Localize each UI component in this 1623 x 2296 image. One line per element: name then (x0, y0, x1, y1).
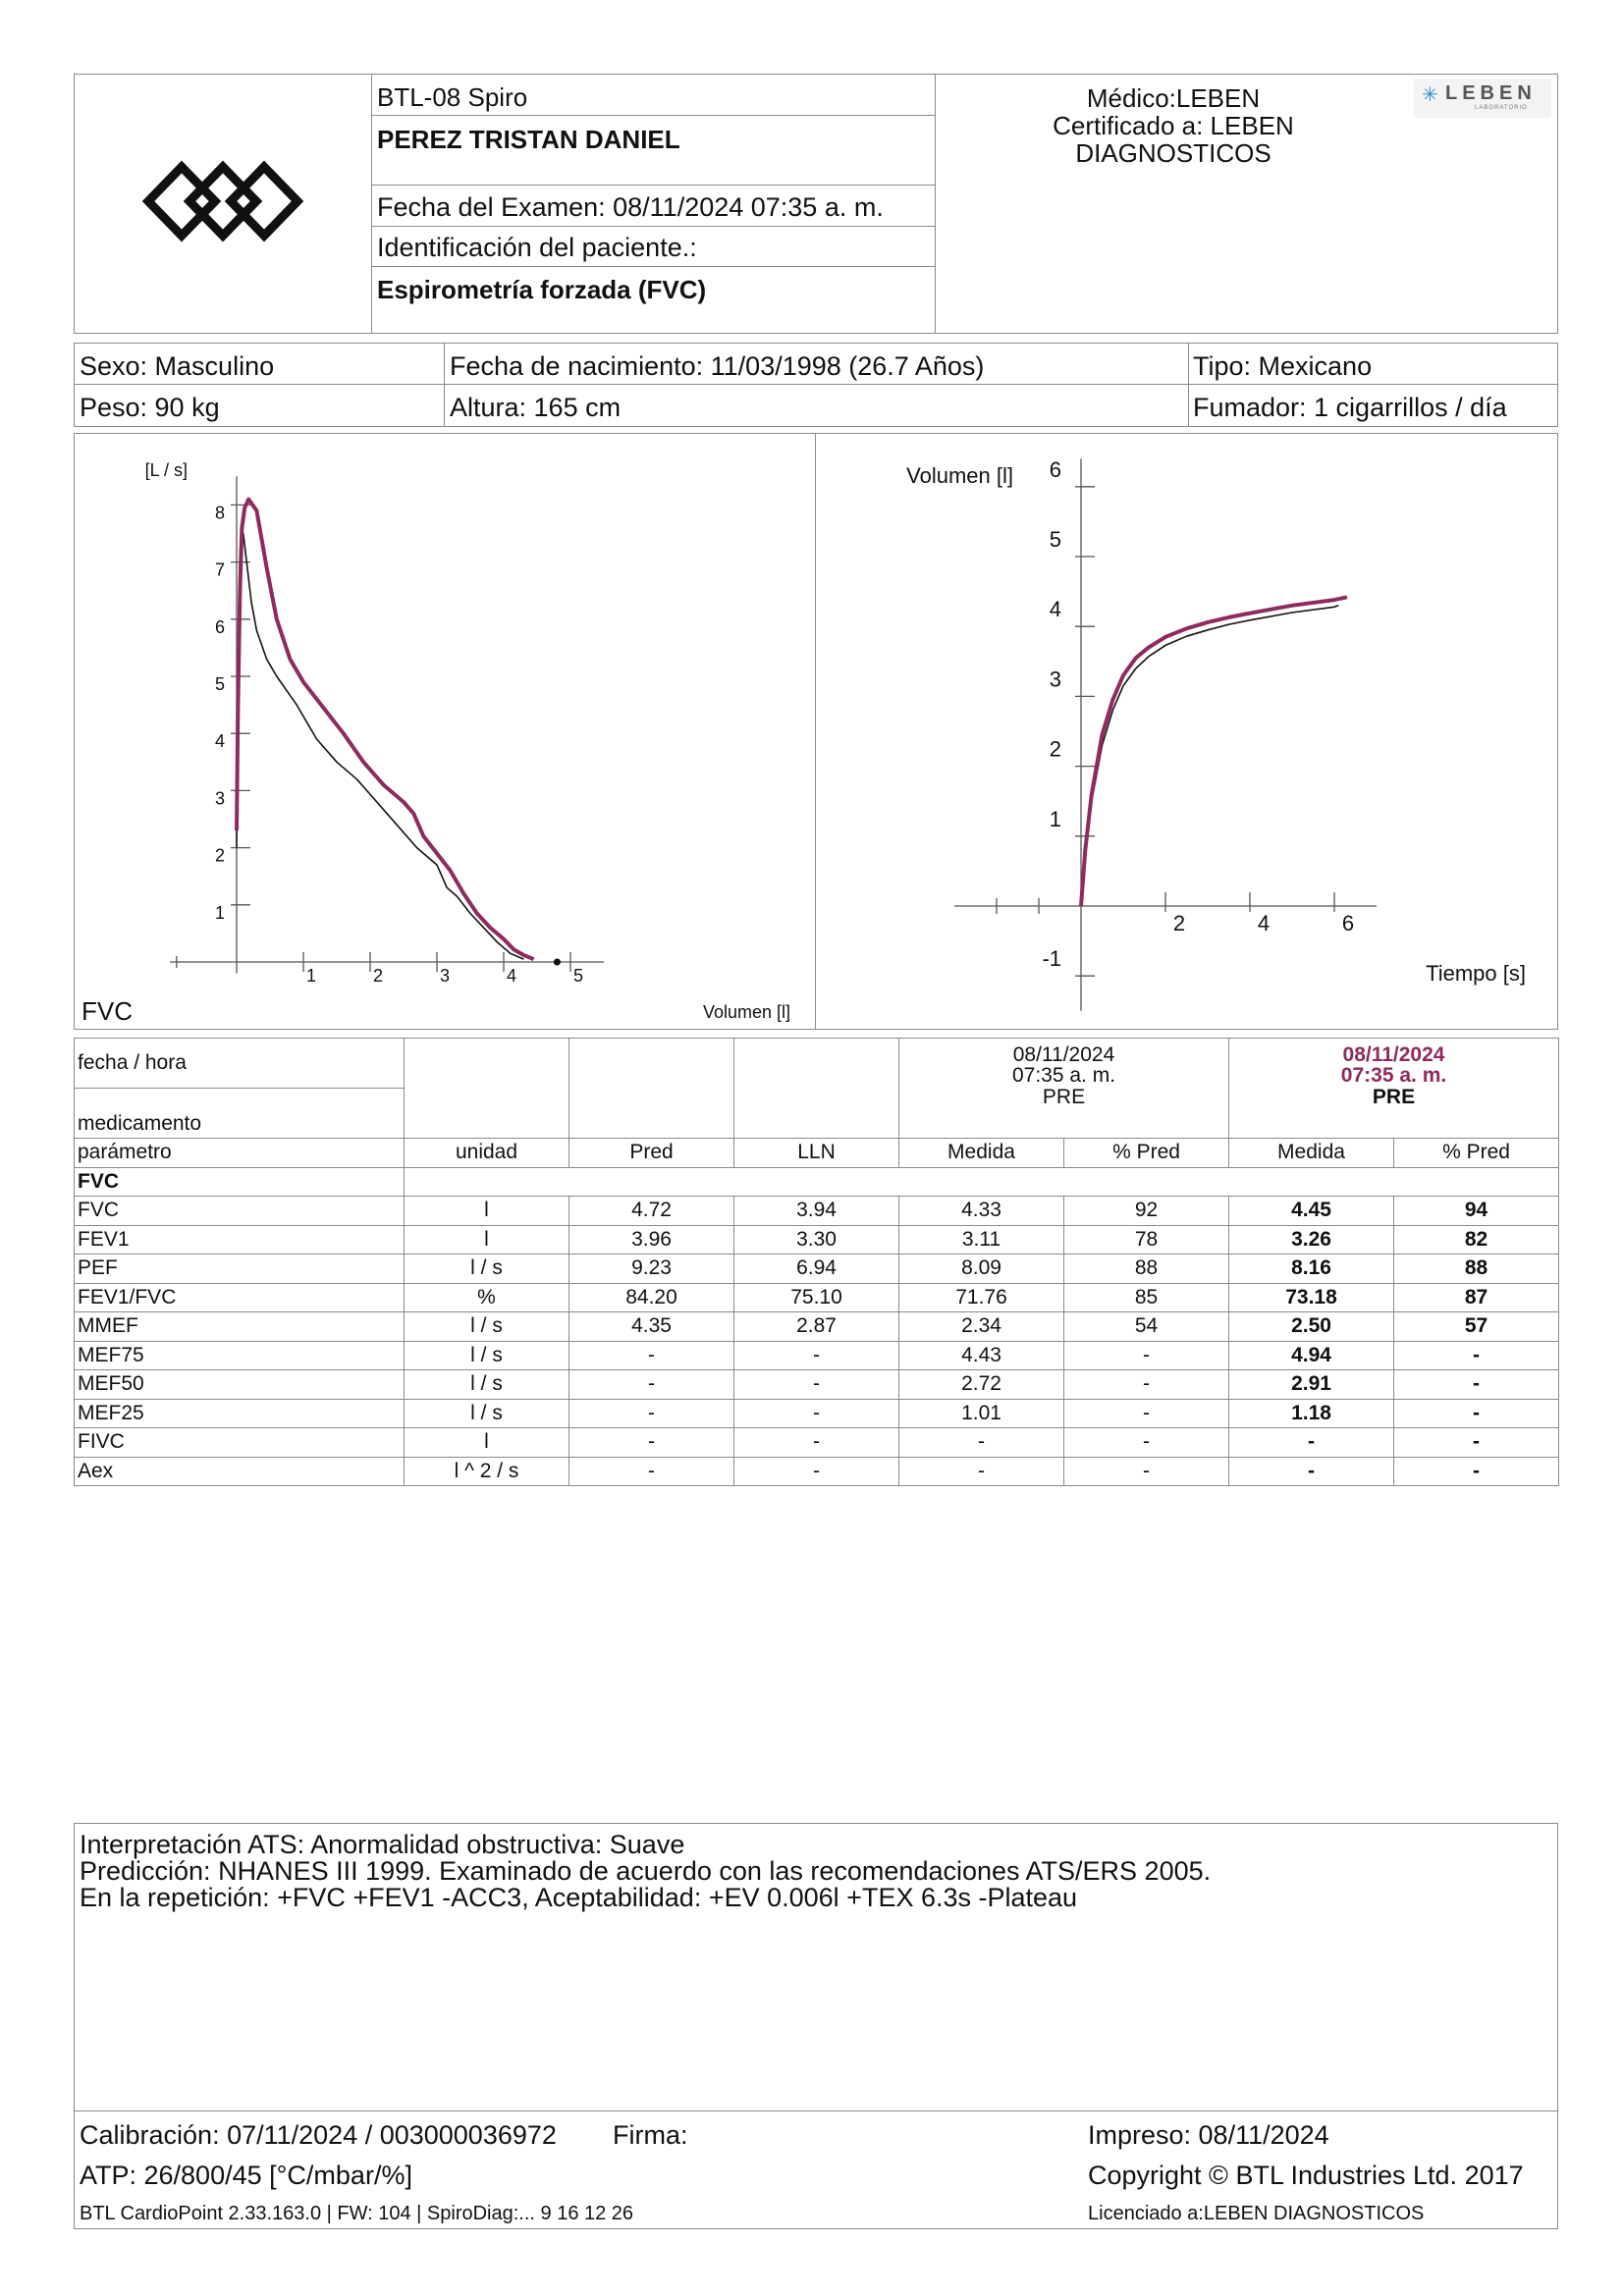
value-cell: 84.20 (569, 1283, 734, 1312)
group-label: FVC (75, 1167, 405, 1197)
value-cell: - (1064, 1457, 1229, 1486)
value-cell: 6.94 (734, 1255, 899, 1284)
value-cell: 57 (1394, 1312, 1559, 1342)
table-row (75, 1255, 1559, 1284)
column-header: LLN (734, 1139, 899, 1168)
x-tick-label: 3 (440, 966, 451, 986)
value-cell: 8.09 (899, 1255, 1064, 1284)
table-row (75, 1428, 1559, 1458)
value-cell: - (1229, 1428, 1394, 1458)
value-cell: 9.23 (569, 1255, 734, 1284)
column-header: Pred (569, 1139, 734, 1168)
interpretation-line-2: Predicción: NHANES III 1999. Examinado de acuerdo con las recomendaciones ATS/ERS 2005. (80, 1856, 1212, 1886)
parameter-cell: Aex (75, 1457, 405, 1486)
x-tick-label: 4 (1257, 911, 1271, 935)
value-cell: 3.11 (899, 1225, 1064, 1255)
calibracion: Calibración: 07/11/2024 / 003000036972 (80, 2120, 557, 2150)
end-marker (554, 959, 561, 966)
leben-logo-subtext: LABORATORIO (1475, 105, 1528, 111)
tipo: Tipo: Mexicano (1193, 351, 1373, 381)
column-header: unidad (405, 1139, 569, 1168)
peso: Peso: 90 kg (80, 393, 220, 422)
session-2-time: 07:35 a. m. (1340, 1064, 1447, 1087)
certified-line-2: DIAGNOSTICOS (1075, 138, 1271, 168)
value-cell: - (569, 1457, 734, 1486)
value-cell: 2.87 (734, 1312, 899, 1342)
value-cell: 88 (1064, 1255, 1229, 1284)
doctor-block (982, 84, 1365, 167)
leben-logo-mark-icon: ✳ (1422, 84, 1438, 106)
flow-series-line (237, 534, 523, 960)
table-row (75, 1341, 1559, 1370)
y-axis-label: Volumen [l] (906, 463, 1013, 488)
volume-series-line (1081, 606, 1338, 906)
value-cell: 87 (1394, 1283, 1559, 1312)
value-cell: - (569, 1428, 734, 1458)
value-cell: 78 (1064, 1225, 1229, 1255)
table-row (75, 1283, 1559, 1312)
btl-logo (142, 157, 304, 245)
y-tick-label: 2 (1049, 736, 1061, 762)
value-cell: - (569, 1370, 734, 1400)
value-cell: 2.50 (1229, 1312, 1394, 1342)
parameter-cell: MEF50 (75, 1370, 405, 1400)
value-cell: 3.96 (569, 1225, 734, 1255)
column-header: % Pred (1394, 1139, 1559, 1168)
value-cell: - (1064, 1399, 1229, 1428)
value-cell: - (734, 1457, 899, 1486)
value-cell: l ^ 2 / s (405, 1457, 569, 1486)
value-cell: - (734, 1370, 899, 1400)
value-cell: l / s (405, 1399, 569, 1428)
value-cell: - (1394, 1370, 1559, 1400)
value-cell: - (1064, 1341, 1229, 1370)
value-cell: l / s (405, 1341, 569, 1370)
value-cell: 75.10 (734, 1283, 899, 1312)
y-tick-label: 1 (1049, 806, 1061, 831)
value-cell: - (1394, 1457, 1559, 1486)
parameter-cell: FEV1 (75, 1225, 405, 1255)
y-tick-label: -1 (1042, 946, 1061, 972)
table-row (75, 1399, 1559, 1428)
parameter-cell: MMEF (75, 1312, 405, 1342)
leben-logo-text: LEBEN (1445, 82, 1537, 104)
value-cell: 4.35 (569, 1312, 734, 1342)
session-1-header (899, 1039, 1229, 1139)
patient-name: PEREZ TRISTAN DANIEL (377, 125, 680, 154)
value-cell: - (1394, 1428, 1559, 1458)
value-cell: 88 (1394, 1255, 1559, 1284)
x-tick-label: 4 (507, 966, 517, 986)
value-cell: l (405, 1225, 569, 1255)
value-cell: l / s (405, 1312, 569, 1342)
value-cell: l / s (405, 1370, 569, 1400)
value-cell: 2.34 (899, 1312, 1064, 1342)
value-cell: 71.76 (899, 1283, 1064, 1312)
value-cell: 8.16 (1229, 1255, 1394, 1284)
value-cell: - (1394, 1341, 1559, 1370)
session-2-date: 08/11/2024 (1342, 1043, 1445, 1066)
y-tick-label: 8 (214, 503, 225, 523)
doctor-name: Médico:LEBEN (1086, 83, 1261, 113)
label-fecha-hora: fecha / hora (75, 1039, 405, 1089)
value-cell: - (734, 1428, 899, 1458)
value-cell: - (1229, 1457, 1394, 1486)
interpretation-text (80, 1832, 1211, 1911)
group-row (75, 1167, 1559, 1197)
value-cell: 4.94 (1229, 1341, 1394, 1370)
certified-line-1: Certificado a: LEBEN (1053, 111, 1294, 140)
parameter-cell: MEF75 (75, 1341, 405, 1370)
y-tick-label: 3 (214, 788, 225, 809)
value-cell: - (569, 1341, 734, 1370)
y-tick-label: 6 (214, 616, 225, 637)
interpretation-line-1: Interpretación ATS: Anormalidad obstructiva: Suave (80, 1830, 685, 1859)
value-cell: 4.45 (1229, 1197, 1394, 1226)
fecha-nacimiento: Fecha de nacimiento: 11/03/1998 (26.7 Años) (450, 351, 985, 381)
table-row (75, 1370, 1559, 1400)
value-cell: - (734, 1399, 899, 1428)
y-tick-label: 1 (214, 902, 225, 923)
session-2-medication: PRE (1372, 1086, 1416, 1108)
value-cell: 2.91 (1229, 1370, 1394, 1400)
table-row (75, 1197, 1559, 1226)
value-cell: 3.26 (1229, 1225, 1394, 1255)
column-header: Medida (1229, 1139, 1394, 1168)
flow-volume-chart (75, 434, 815, 1029)
x-tick-label: 1 (306, 966, 317, 986)
value-cell: 73.18 (1229, 1283, 1394, 1312)
value-cell: 82 (1394, 1225, 1559, 1255)
y-axis-label: [L / s] (144, 460, 188, 480)
value-cell: 1.01 (899, 1399, 1064, 1428)
exam-date: Fecha del Examen: 08/11/2024 07:35 a. m. (377, 192, 884, 222)
volume-time-chart (816, 434, 1557, 1029)
interpretation-line-3: En la repetición: +FVC +FEV1 -ACC3, Aceptabilidad: +EV 0.006l +TEX 6.3s -Plateau (80, 1883, 1078, 1912)
x-axis-label: Tiempo [s] (1426, 961, 1526, 986)
x-tick-label: 5 (573, 966, 584, 986)
value-cell: l (405, 1428, 569, 1458)
value-cell: - (1064, 1428, 1229, 1458)
value-cell: l (405, 1197, 569, 1226)
value-cell: - (569, 1399, 734, 1428)
parameter-cell: MEF25 (75, 1399, 405, 1428)
copyright: Copyright © BTL Industries Ltd. 2017 (1088, 2161, 1524, 2190)
y-tick-label: 6 (1049, 456, 1061, 482)
label-medicamento: medicamento (75, 1089, 405, 1139)
impreso: Impreso: 08/11/2024 (1088, 2120, 1329, 2150)
value-cell: 92 (1064, 1197, 1229, 1226)
value-cell: - (899, 1457, 1064, 1486)
x-axis-label: Volumen [l] (702, 1002, 790, 1022)
session-1-date: 08/11/2024 (1012, 1043, 1115, 1066)
sexo: Sexo: Masculino (80, 351, 275, 381)
device-name: BTL-08 Spiro (377, 82, 528, 112)
value-cell: 1.18 (1229, 1399, 1394, 1428)
value-cell: - (1064, 1370, 1229, 1400)
value-cell: % (405, 1283, 569, 1312)
flow-series-line (237, 500, 534, 959)
y-tick-label: 4 (1049, 597, 1061, 622)
parameter-cell: FVC (75, 1197, 405, 1226)
table-row (75, 1457, 1559, 1486)
licenciado: Licenciado a:LEBEN DIAGNOSTICOS (1088, 2203, 1425, 2224)
session-2-header (1229, 1039, 1559, 1139)
y-tick-label: 3 (1049, 667, 1061, 692)
altura: Altura: 165 cm (450, 393, 622, 422)
table-row (75, 1312, 1559, 1342)
session-1-time: 07:35 a. m. (1011, 1064, 1116, 1087)
value-cell: 4.33 (899, 1197, 1064, 1226)
parameter-cell: PEF (75, 1255, 405, 1284)
atp: ATP: 26/800/45 [°C/mbar/%] (80, 2161, 412, 2190)
column-header: % Pred (1064, 1139, 1229, 1168)
test-type: Espirometría forzada (FVC) (377, 275, 707, 304)
value-cell: 3.94 (734, 1197, 899, 1226)
fumador: Fumador: 1 cigarrillos / día (1193, 393, 1507, 422)
value-cell: - (1394, 1399, 1559, 1428)
x-tick-label: 6 (1341, 911, 1355, 935)
value-cell: 85 (1064, 1283, 1229, 1312)
y-tick-label: 4 (214, 731, 225, 752)
value-cell: 4.72 (569, 1197, 734, 1226)
y-tick-label: 2 (214, 845, 225, 866)
volume-series-line (1081, 597, 1347, 906)
value-cell: 4.43 (899, 1341, 1064, 1370)
value-cell: 54 (1064, 1312, 1229, 1342)
value-cell: 2.72 (899, 1370, 1064, 1400)
x-tick-label: 2 (1172, 911, 1186, 935)
chart-title: FVC (81, 996, 133, 1026)
value-cell: - (734, 1341, 899, 1370)
patient-id: Identificación del paciente.: (377, 233, 697, 262)
table-row (75, 1225, 1559, 1255)
leben-logo (1414, 79, 1551, 118)
value-cell: - (899, 1428, 1064, 1458)
column-header: Medida (899, 1139, 1064, 1168)
value-cell: 3.30 (734, 1225, 899, 1255)
value-cell: 94 (1394, 1197, 1559, 1226)
y-tick-label: 7 (214, 560, 225, 580)
parameter-cell: FIVC (75, 1428, 405, 1458)
column-header: parámetro (75, 1139, 405, 1168)
x-tick-label: 2 (373, 966, 384, 986)
parameter-cell: FEV1/FVC (75, 1283, 405, 1312)
y-tick-label: 5 (1049, 527, 1061, 552)
y-tick-label: 5 (214, 674, 225, 694)
session-1-medication: PRE (1042, 1086, 1086, 1108)
software-version: BTL CardioPoint 2.33.163.0 | FW: 104 | SpiroDiag:... 9 16 12 26 (80, 2203, 634, 2224)
value-cell: l / s (405, 1255, 569, 1284)
firma-label: Firma: (613, 2120, 688, 2150)
table-header-row (75, 1139, 1559, 1168)
results-table (74, 1038, 1559, 1486)
